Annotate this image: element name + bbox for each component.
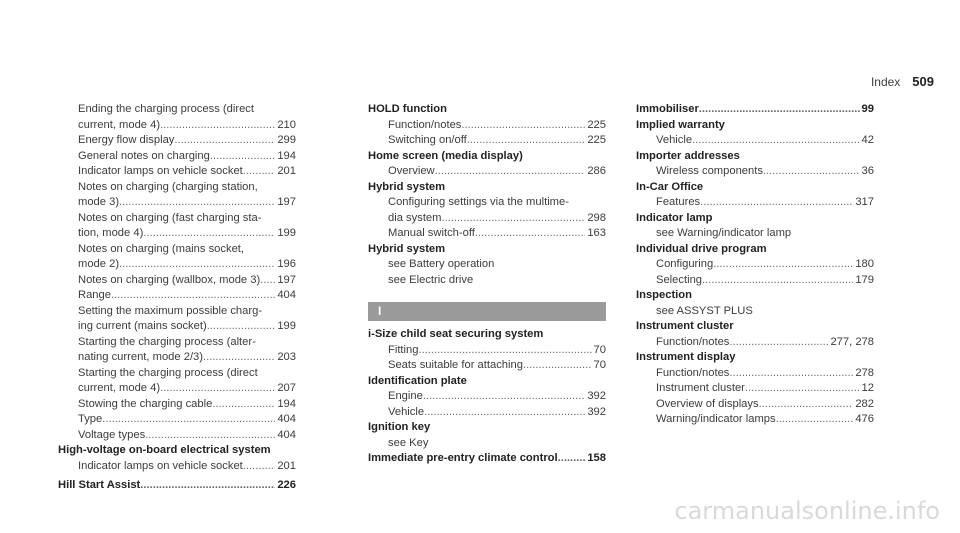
entry-text: Manual switch-off xyxy=(388,227,475,239)
index-subentry xyxy=(636,304,874,320)
page-reference: 158 xyxy=(587,452,606,464)
index-subentry xyxy=(58,459,296,475)
page-reference: 197 xyxy=(277,273,296,286)
index-entry xyxy=(368,149,606,165)
leader-dots xyxy=(119,195,275,211)
index-subentry xyxy=(368,389,606,405)
entry-text: General notes on charging xyxy=(78,149,210,162)
leader-dots xyxy=(729,366,853,382)
page-reference: 199 xyxy=(277,227,296,239)
page-reference: 298 xyxy=(587,211,606,224)
index-entry xyxy=(368,327,606,343)
index-subentry xyxy=(368,343,606,359)
index-subentry xyxy=(58,304,296,320)
entry-text: ing current (mains socket) xyxy=(78,320,207,332)
leader-dots xyxy=(111,288,275,304)
index-subentry xyxy=(58,273,296,289)
leader-dots xyxy=(243,164,276,180)
index-subentry xyxy=(58,164,296,180)
entry-text: In-Car Office xyxy=(636,180,704,193)
entry-text: tion, mode 4) xyxy=(78,227,144,239)
leader-dots xyxy=(212,397,275,413)
index-subentry xyxy=(58,180,296,196)
index-subentry xyxy=(368,257,606,273)
index-entry xyxy=(636,102,874,118)
page-reference: 179 xyxy=(855,273,874,286)
entry-text: Overview of displays xyxy=(656,397,759,410)
index-subentry xyxy=(58,381,296,397)
page-header xyxy=(871,74,934,89)
index-subentry xyxy=(58,350,296,366)
page-reference: 317 xyxy=(855,196,874,208)
index-entry xyxy=(636,180,874,196)
index-entry xyxy=(636,118,874,134)
leader-dots xyxy=(140,478,275,494)
entry-text: Home screen (media display) xyxy=(368,149,523,162)
entry-text: Hybrid system xyxy=(368,180,446,193)
index-entry xyxy=(636,350,874,366)
leader-dots xyxy=(558,451,586,467)
leader-dots xyxy=(424,405,585,421)
index-subentry xyxy=(58,211,296,227)
index-subentry xyxy=(368,226,606,242)
entry-text: Starting the charging process (direct xyxy=(78,366,258,379)
leader-dots xyxy=(243,459,276,475)
entry-text: Setting the maximum possible charg‐ xyxy=(78,304,263,317)
entry-text: Range xyxy=(78,289,111,301)
entry-text: Seats suitable for attaching xyxy=(388,359,523,371)
index-entry xyxy=(58,443,296,459)
entry-text: Type xyxy=(78,413,103,425)
page-reference: 278 xyxy=(855,366,874,379)
index-subentry xyxy=(58,242,296,258)
index-subentry xyxy=(368,358,606,374)
entry-text: Importer addresses xyxy=(636,149,740,162)
entry-text: Fitting xyxy=(388,343,419,356)
index-subentry xyxy=(636,366,874,382)
index-entry xyxy=(368,451,606,467)
index-subentry xyxy=(368,118,606,134)
entry-text: Switching on/off xyxy=(388,134,467,146)
leader-dots xyxy=(143,226,275,242)
page-reference: 225 xyxy=(587,118,606,131)
watermark: carmanualsonline.info xyxy=(674,497,940,525)
index-subentry xyxy=(58,428,296,444)
index-entry xyxy=(368,180,606,196)
index-entry xyxy=(368,420,606,436)
index-subentry xyxy=(58,335,296,351)
entry-text: mode 3) xyxy=(78,196,120,208)
entry-text: High-voltage on-board electrical system xyxy=(58,444,271,456)
index-subentry xyxy=(58,133,296,149)
index-subentry xyxy=(58,102,296,118)
page-reference: 196 xyxy=(277,258,296,270)
leader-dots xyxy=(745,381,860,397)
index-column-1 xyxy=(58,102,296,494)
index-subentry xyxy=(58,319,296,335)
index-column-2 xyxy=(368,102,606,467)
page-reference: 404 xyxy=(277,428,296,441)
index-subentry xyxy=(636,226,874,242)
page-reference: 210 xyxy=(277,118,296,131)
entry-text: HOLD function xyxy=(368,103,447,115)
entry-text: Identification plate xyxy=(368,374,467,387)
entry-text: Notes on charging (fast charging sta‐ xyxy=(78,211,262,224)
index-subentry xyxy=(636,257,874,273)
entry-text: Ending the charging process (direct xyxy=(78,103,254,115)
entry-text: Engine xyxy=(388,390,423,402)
index-subentry xyxy=(636,164,874,180)
index-subentry xyxy=(58,288,296,304)
index-subentry xyxy=(368,133,606,149)
entry-text: i-Size child seat securing system xyxy=(368,328,544,340)
entry-text: current, mode 4) xyxy=(78,118,161,131)
index-subentry xyxy=(368,164,606,180)
leader-dots xyxy=(713,257,853,273)
leader-dots xyxy=(102,412,275,428)
leader-dots xyxy=(174,133,275,149)
page-reference: 299 xyxy=(277,134,296,146)
entry-text: Immobiliser xyxy=(636,103,699,115)
leader-dots xyxy=(210,149,275,165)
entry-text: Instrument cluster xyxy=(636,320,734,332)
page-reference: 226 xyxy=(277,479,296,491)
leader-dots xyxy=(203,350,275,366)
entry-text: Indicator lamp xyxy=(636,211,713,224)
entry-text: Wireless components xyxy=(656,165,763,177)
page-reference: 476 xyxy=(855,413,874,425)
leader-dots xyxy=(702,273,853,289)
entry-text: Individual drive program xyxy=(636,242,767,255)
entry-text: Hybrid system xyxy=(368,242,446,255)
index-subentry xyxy=(58,195,296,211)
leader-dots xyxy=(763,164,860,180)
index-subentry xyxy=(58,118,296,134)
leader-dots xyxy=(461,118,585,134)
entry-text: see Key xyxy=(388,436,429,449)
leader-dots xyxy=(160,381,275,397)
leader-dots xyxy=(435,164,586,180)
entry-text: Implied warranty xyxy=(636,118,725,131)
index-letter-heading: I xyxy=(368,302,606,321)
index-subentry xyxy=(636,273,874,289)
index-subentry xyxy=(58,257,296,273)
entry-text: see Battery operation xyxy=(388,258,495,270)
entry-text: Vehicle xyxy=(388,405,425,418)
index-subentry xyxy=(58,366,296,382)
index-entry xyxy=(636,319,874,335)
entry-text: see Warning/indicator lamp xyxy=(656,227,792,239)
index-entry xyxy=(368,102,606,118)
page-reference: 207 xyxy=(277,382,296,394)
page-reference: 12 xyxy=(861,382,874,394)
page-reference: 404 xyxy=(277,289,296,301)
entry-text: dia system xyxy=(388,211,442,224)
entry-text: Function/notes xyxy=(656,335,730,348)
index-entry xyxy=(636,288,874,304)
leader-dots xyxy=(423,389,585,405)
entry-text: Stowing the charging cable xyxy=(78,397,213,410)
entry-text: Warning/indicator lamps xyxy=(656,413,776,425)
page-reference: 201 xyxy=(277,459,296,472)
index-entry xyxy=(636,149,874,165)
index-column-3 xyxy=(636,102,874,428)
entry-text: Instrument display xyxy=(636,351,736,363)
index-entry xyxy=(636,242,874,258)
entry-text: Configuring xyxy=(656,258,714,270)
index-subentry xyxy=(58,412,296,428)
entry-text: Notes on charging (charging station, xyxy=(78,180,258,193)
index-subentry xyxy=(636,381,874,397)
index-subentry xyxy=(368,436,606,452)
page-reference: 99 xyxy=(861,103,874,115)
section-label: Index xyxy=(870,75,901,89)
leader-dots xyxy=(119,257,275,273)
leader-dots xyxy=(729,335,828,351)
entry-text: Instrument cluster xyxy=(656,382,745,394)
entry-text: Vehicle xyxy=(656,134,693,146)
index-subentry xyxy=(636,335,874,351)
page-reference: 70 xyxy=(593,359,606,371)
index-subentry xyxy=(368,211,606,227)
leader-dots xyxy=(699,102,860,118)
entry-text: Indicator lamps on vehicle socket xyxy=(78,459,243,472)
index-entry xyxy=(58,478,296,494)
entry-text: Notes on charging (wallbox, mode 3) xyxy=(78,273,261,286)
entry-text: Indicator lamps on vehicle socket xyxy=(78,165,243,177)
page-reference: 203 xyxy=(277,351,296,363)
entry-text: Inspection xyxy=(636,289,692,301)
entry-text: mode 2) xyxy=(78,258,120,270)
leader-dots xyxy=(523,358,592,374)
entry-text: Immediate pre-entry climate control xyxy=(368,452,558,464)
page-reference: 392 xyxy=(587,390,606,402)
leader-dots xyxy=(441,211,585,227)
index-subentry xyxy=(636,412,874,428)
page-reference: 282 xyxy=(855,397,874,410)
entry-text: nating current, mode 2/3) xyxy=(78,351,203,363)
page-reference: 199 xyxy=(277,320,296,332)
page-number: 509 xyxy=(912,74,934,89)
index-subentry xyxy=(58,397,296,413)
leader-dots xyxy=(759,397,854,413)
page-reference: 194 xyxy=(277,149,296,162)
entry-text: see Electric drive xyxy=(388,273,474,286)
leader-dots xyxy=(692,133,859,149)
entry-text: Configuring settings via the multime‐ xyxy=(388,196,569,208)
leader-dots xyxy=(475,226,585,242)
entry-text: Energy flow display xyxy=(78,134,175,146)
leader-dots xyxy=(145,428,275,444)
index-entry xyxy=(636,211,874,227)
entry-text: Features xyxy=(656,196,701,208)
leader-dots xyxy=(418,343,591,359)
page-reference: 201 xyxy=(277,165,296,177)
page-reference: 197 xyxy=(277,196,296,208)
leader-dots xyxy=(700,195,853,211)
index-subentry xyxy=(636,195,874,211)
page-reference: 286 xyxy=(587,165,606,177)
entry-text: Starting the charging process (alter‐ xyxy=(78,335,256,348)
entry-text: Voltage types xyxy=(78,428,146,441)
page-reference: 180 xyxy=(855,258,874,270)
entry-text: Function/notes xyxy=(656,366,730,379)
index-entry xyxy=(368,374,606,390)
page-reference: 163 xyxy=(587,227,606,239)
index-subentry xyxy=(368,405,606,421)
entry-text: Overview xyxy=(388,165,435,177)
entry-text: Ignition key xyxy=(368,421,431,433)
index-subentry xyxy=(636,397,874,413)
leader-dots xyxy=(776,412,854,428)
entry-text: current, mode 4) xyxy=(78,382,161,394)
index-entry xyxy=(368,242,606,258)
page-reference: 70 xyxy=(593,343,606,356)
index-subentry xyxy=(636,133,874,149)
page-reference: 277, 278 xyxy=(830,335,874,348)
page-reference: 404 xyxy=(277,413,296,425)
index-subentry xyxy=(368,195,606,211)
page-reference: 194 xyxy=(277,397,296,410)
entry-text: see ASSYST PLUS xyxy=(656,304,753,317)
entry-text: Hill Start Assist xyxy=(58,479,141,491)
page-reference: 36 xyxy=(861,165,874,177)
index-subentry xyxy=(58,226,296,242)
index-subentry xyxy=(58,149,296,165)
leader-dots xyxy=(160,118,275,134)
entry-text: Notes on charging (mains socket, xyxy=(78,242,245,255)
page-reference: 42 xyxy=(861,134,874,146)
leader-dots xyxy=(467,133,586,149)
page-reference: 392 xyxy=(587,405,606,418)
page-reference: 225 xyxy=(587,134,606,146)
leader-dots xyxy=(207,319,276,335)
leader-dots xyxy=(260,273,275,289)
entry-text: Function/notes xyxy=(388,118,462,131)
index-subentry xyxy=(368,273,606,289)
entry-text: Selecting xyxy=(656,273,703,286)
